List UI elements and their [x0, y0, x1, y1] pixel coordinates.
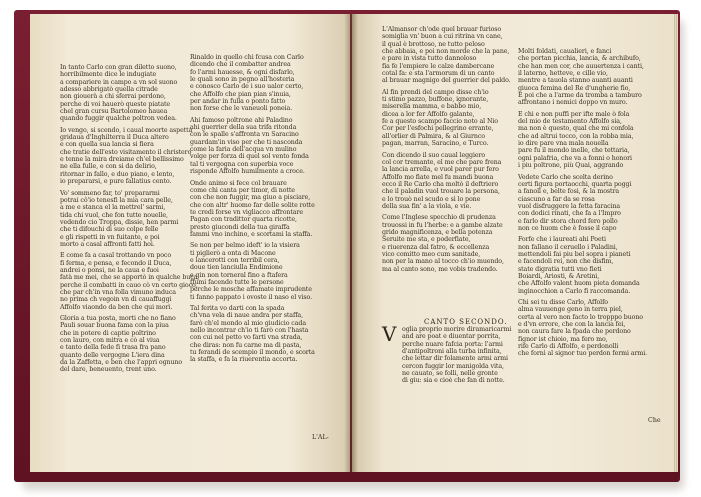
- stanza: [518, 236, 668, 295]
- verse-line: che par ch'in vna folla vimuno induca: [60, 288, 176, 296]
- book-gutter: [344, 14, 358, 472]
- verse-line: ne cauato, se folli, nelle gronte: [402, 370, 498, 378]
- verse-line: Cor per l'esfochi pellegrino errante,: [382, 125, 494, 133]
- verse-line: doue tien lanciulla Endimione: [190, 264, 283, 272]
- stanza: [518, 174, 668, 233]
- stanza: [382, 214, 527, 273]
- verse-line: e pare in vista tutto dannoloso: [382, 55, 477, 63]
- stanza: [190, 180, 340, 239]
- verse-line: le quali sono in pegno all'hosteria: [190, 76, 295, 84]
- left-page-column-1: [60, 64, 200, 378]
- right-page-column-1: [382, 26, 527, 277]
- verse-line: somiglia vn' buon a cui ritrina vn cane,: [382, 33, 503, 41]
- verse-line: non fallano il ceruello i Paladini,: [518, 243, 618, 251]
- verse-line: risponde Affolfo humilmente a croce.: [190, 168, 305, 176]
- verse-line: con le spalle s'affronta vn Saracino: [190, 131, 299, 139]
- verse-line: Boiardi, Ariosti, & Aretini,: [518, 272, 600, 280]
- verse-line: perche nuare fafcia porta: l'armi: [402, 340, 503, 348]
- verse-line: col cor tremante, el me che pare frena: [382, 158, 502, 166]
- verse-line: del mio de testamento Affolfo sia,: [518, 118, 622, 126]
- verse-line: fe a questo scampo faccio noto al Nio: [382, 118, 498, 126]
- verse-line: Ahi famoso poltrone ahi Paladino: [190, 116, 293, 124]
- verse-line: chel gran cursu Bartolomeo hauea: [60, 108, 168, 116]
- verse-line: mentre a tauola stanno auanti auanti: [518, 77, 633, 85]
- verse-line: andrei o ponsi, ne la caua e fuoi: [60, 266, 159, 274]
- verse-line: la lancia arrella, e vuol parer pur fero: [382, 166, 499, 174]
- verse-line: Pauli souar buona fama con la piua: [60, 322, 169, 330]
- verse-line: che Affolfo valent huom pieta domanda: [518, 280, 640, 288]
- verse-line: che in potere di captie poltrino: [60, 329, 156, 337]
- verse-line: che il paladin vuol trouare la persona,: [382, 188, 500, 196]
- verse-line: tida chi vuol, che fon tutte nouelle,: [60, 211, 168, 219]
- verse-line: che lettar dir folamente armi armi: [402, 355, 508, 363]
- verse-line: Affolfo mo fiate mel fu mandi buona: [382, 173, 494, 181]
- verse-line: non per la mano al tocco ch'io muendo,: [382, 258, 504, 266]
- verse-line: con dodici rinati, che fa a l'Impro: [518, 210, 621, 218]
- verse-line: Con dicendo il suo caual leggiero: [382, 151, 486, 159]
- verse-line: potrai cô'io tenesfi la mia cara pelle,: [60, 196, 173, 204]
- verse-line: oglia proprio morire diramaricarmi: [402, 326, 512, 333]
- left-page: [30, 14, 350, 472]
- verse-line: perche di voi hauerò queste piatate: [60, 100, 171, 108]
- verse-line: la staffa, e fa la riuerentia accorta.: [190, 356, 298, 364]
- verse-line: alma vauuenge geno in terra piel,: [518, 306, 623, 314]
- verse-line: In tanto Carlo con gran diletto suono,: [60, 64, 177, 71]
- right-page-column-1-canto-stanza: [402, 326, 527, 385]
- left-page-catchword: L'AL-: [312, 434, 329, 441]
- drop-cap: V: [382, 322, 397, 346]
- right-page: [352, 14, 674, 472]
- verse-line: Tal ferita vo darti con la spada: [190, 305, 285, 312]
- verse-line: Gloria a tua posta, morti che no fiano: [60, 315, 176, 322]
- verse-line: e tenne la mira dreiame ch'el bellissimo: [60, 156, 184, 164]
- verse-line: che con altr' huomo far delle solite rotte: [190, 201, 315, 209]
- verse-line: Affolfo viaondo da ben che qui morì.: [60, 303, 173, 311]
- verse-line: cotal fa: e sta l'armorum di un canto: [382, 70, 495, 78]
- verse-line: di giu: sia e cioè che fan di notte.: [402, 377, 505, 385]
- verse-line: ma non è questo, qual che mi confola: [518, 125, 634, 133]
- stanza: [190, 117, 340, 176]
- canto-heading: CANTO SECONDO.: [424, 318, 508, 326]
- verse-line: e facendoli rei, non che disfim,: [518, 258, 614, 266]
- verse-line: fatà me mei, che se apportò in qualche buca,: [60, 274, 200, 282]
- verse-line: Seruite me sta, e poderfiate,: [382, 236, 471, 244]
- verse-line: del dare, beneuento, trent uno.: [60, 366, 157, 374]
- verse-line: fi ferma, e pensa, e fecondo il Duca,: [60, 259, 172, 267]
- verse-line: ogni palafria, che va a fonni o honori: [518, 154, 632, 162]
- verse-line: Vo' sommeno far, to' prepararmi: [60, 189, 160, 197]
- verse-line: e farlo dir stora chord fero pollo: [518, 217, 618, 225]
- verse-line: a me e stanca el la mettrel' sarmi,: [60, 204, 166, 212]
- verse-line: e lancerotti con terribil cera,: [190, 256, 280, 264]
- stanza: [382, 26, 527, 85]
- verse-line: ti fanno pappato i ovoste il naso el viso.: [190, 293, 312, 301]
- verse-line: con cui nel petto vo farti vna strada,: [190, 334, 303, 342]
- verse-line: E poi che a l'arme da tromba a tamburo: [518, 92, 642, 100]
- verse-line: e riuerenza dal fatro, & eccellenza: [382, 243, 490, 251]
- verse-line: vedendo cio Troppa, dissie, hen parmi: [60, 218, 179, 226]
- verse-line: presto giucondi della tua giraffa: [190, 223, 290, 231]
- verse-line: fammi vno inchino, e scortami la staffa.: [190, 230, 313, 238]
- verse-line: certa al vero non facto lo tropppo buono: [518, 313, 643, 321]
- verse-line: cercon fuggir lor manigolda vita,: [402, 362, 504, 370]
- verse-line: quanto delle vergogne L'iera dina: [60, 351, 165, 359]
- stanza: [518, 299, 668, 358]
- verse-line: nello incontrar ch'io ti farò con l'hasta: [190, 327, 309, 335]
- verse-line: ch'vna vela di naue andra per staffa,: [190, 312, 303, 320]
- verse-line: Chi sei tu disse Carlo, Affolfo: [518, 299, 609, 306]
- stanza: [60, 252, 200, 311]
- verse-line: grido magnificenza, e bella potenza: [382, 228, 493, 236]
- verse-line: che fornì al signor tuo perdon fermi armi.: [518, 350, 648, 358]
- verse-line: gridaua d'Inghilterra il Duca altero: [60, 134, 169, 142]
- verse-line: ti stimo pazzo, buffone, ignorante,: [382, 96, 489, 104]
- verse-line: e gin non torneral fino a ftafera: [190, 271, 288, 279]
- verse-line: e lo trouò nel scudo e sì lo pone: [382, 195, 481, 203]
- verse-line: state digratia tutti vno fieti: [518, 265, 602, 273]
- verse-line: io dire pare vna mala nouella: [518, 140, 609, 148]
- verse-line: fia fe l'empiere le calze dambercane: [382, 62, 495, 70]
- verse-line: L'Almansor ch'ode quel brauar furioso: [382, 26, 502, 33]
- verse-line: perche le mosche affamate imprudente: [190, 286, 312, 294]
- verse-line: a compariere in campo a vn sol suono: [60, 78, 178, 86]
- verse-line: morto a casal affronti fatti hoi.: [60, 240, 155, 248]
- verse-line: come la faria dell'acqua vn mulino: [190, 146, 297, 154]
- verse-line: ciascuno a far da se rosa: [518, 195, 595, 203]
- verse-line: che abbaia, e poi non morde che la pane,: [382, 48, 510, 56]
- verse-line: inginocchion a Carlo fi raccomanda.: [518, 287, 631, 295]
- verse-line: miserella mamma, e babbo mio,: [382, 103, 482, 111]
- verse-line: d'antipoltroni alla turba infinita,: [402, 348, 502, 356]
- verse-line: ne ella fulle, e con si da delirio,: [60, 163, 157, 171]
- verse-line: perche il combatti in cauo cò vn certo gioco,: [60, 281, 198, 289]
- verse-line: Molti foldati, caualieri, e fanci: [518, 48, 612, 55]
- verse-line: volge per forza di quel sol vento fonda: [190, 153, 309, 161]
- verse-line: affrontano i nemici doppo vn muro.: [518, 99, 628, 107]
- verse-line: non giouerà a chi sferrai perdono,: [60, 93, 166, 101]
- verse-line: vuol disfruggere la fetta faracina: [518, 202, 621, 210]
- stanza: [382, 152, 527, 211]
- stanza: [190, 305, 340, 364]
- verse-line: giuoca femina del Re d'ungherie fio,: [518, 84, 631, 92]
- verse-line: all'orlier di Palmira, & al Giurnco: [382, 132, 485, 140]
- verse-line: vico comitto meo cum sanitade,: [382, 250, 481, 258]
- stanza: [60, 315, 200, 374]
- verse-line: e con quella sua lancia si fiera: [60, 141, 154, 149]
- verse-line: con lauro, con mitra e cò al viua: [60, 337, 160, 345]
- verse-line: non caura fare la fpada che perdono: [518, 328, 631, 336]
- verse-line: ffumi facendo tutte le persone: [190, 278, 284, 286]
- verse-line: fignor ist chioio, ma fero mo,: [518, 335, 608, 343]
- verse-line: E chi e non puffi per ifte male ò fola: [518, 110, 630, 118]
- verse-line: ma al canto sono, me vobis tradendo.: [382, 265, 498, 273]
- verse-line: che diras: non fu carne ma di pasta,: [190, 341, 302, 349]
- right-page-catchword: Che: [648, 417, 661, 424]
- verse-line: Io vengo, si scendo, i caual moorte aspetta: [60, 126, 193, 134]
- verse-line: che ti difouchi di suo colpe felle: [60, 226, 159, 234]
- verse-line: che portan picchia, lancia, & archibufo,: [518, 55, 641, 63]
- verse-line: e d'vn errore, che con la lancia fei,: [518, 321, 626, 329]
- verse-line: al brauar magnigo del guerrier del paldo.: [382, 77, 511, 85]
- verse-line: della sua fin' a la viola, e vie.: [382, 202, 472, 210]
- verse-line: guardam'in viso per che ti nasconda: [190, 138, 303, 146]
- verse-line: adesso abbrigatò quella citrade: [60, 86, 158, 94]
- verse-line: no prima ch vegoin vn di cauaffuggi: [60, 296, 172, 304]
- stanza: [60, 127, 200, 186]
- verse-line: io prepararsi, e pure fallatius cento.: [60, 178, 172, 186]
- stanza: [190, 242, 340, 301]
- stanza: [60, 190, 200, 249]
- verse-line: che tratie dell'esto visitamento il christero: [60, 148, 192, 156]
- verse-line: Onde animo si fece col brauare: [190, 179, 287, 187]
- verse-line: pagan, marran, Saracino, e Turco.: [382, 140, 489, 148]
- verse-line: che Affolfo che pian pian s'inuia,: [190, 90, 291, 98]
- stanza: [518, 111, 668, 170]
- verse-line: farò ch'el mondo al mio giudicio cada: [190, 319, 306, 327]
- verse-line: come chi canta per timor, di notte: [190, 186, 295, 194]
- verse-line: non ce huom che è fosse il capo: [518, 224, 617, 232]
- verse-line: per andar in fulla o ponto fatto: [190, 98, 286, 106]
- verse-line: pare fu il mondo inelle, che tettaria,: [518, 147, 630, 155]
- verse-line: dicea a lor fer Affolfo galante,: [382, 110, 475, 118]
- verse-line: che han men cor, che auuertenza i canti,: [518, 62, 644, 70]
- verse-line: e tanto della fede fi trasa fra pano: [60, 344, 166, 352]
- verse-line: Come l'Inglese specchio di prudenza: [382, 214, 496, 222]
- verse-line: te credi forse vn vigliacco affrontare: [190, 208, 303, 216]
- verse-line: non forse che le vaneuoli poneia.: [190, 105, 293, 113]
- verse-line: horribilmente dice le indugiate: [60, 71, 157, 79]
- verse-line: rife Carlo di Affolfo, e perdonolli: [518, 343, 619, 351]
- verse-line: dicendo che il combatter andrea: [190, 61, 291, 69]
- verse-line: tal ti vergogna con superbia voce: [190, 160, 294, 168]
- verse-line: fo l'armi hauesse, & ogni disfarlo,: [190, 68, 295, 76]
- verse-line: Rinaldo in quello chi fcusa con Carlo: [190, 54, 304, 61]
- verse-line: E come fa a casal trottando vn poco: [60, 252, 172, 260]
- verse-line: a fanoll e, belte fosi, & la mostra: [518, 188, 620, 196]
- verse-line: da la Zaffetta, e ben che l'appri ognuno: [60, 359, 183, 367]
- stanza: [60, 64, 200, 123]
- stanza: [190, 54, 340, 113]
- verse-line: Pagan con tradittor quarta ricotte,: [190, 216, 297, 224]
- verse-line: il qual è brottoso, ne tutto peloso: [382, 40, 485, 48]
- verse-line: Forfe che i laureati ahi Poeti: [518, 236, 606, 244]
- verse-line: mettendoli fai piu bel sopra i pianeti: [518, 250, 631, 258]
- verse-line: con che non fuggir, ma giuo a pisciare,: [190, 194, 311, 202]
- verse-line: e gli rispetti in vn fuitante, e poi: [60, 233, 160, 241]
- stanza: [382, 89, 527, 148]
- left-page-column-2: [190, 54, 340, 368]
- verse-line: i piu poltrone, più Quai, aggrando: [518, 162, 624, 170]
- verse-line: Al fin prendi del campo disse ch'io: [382, 88, 489, 96]
- verse-line: certi figura portaocchi, quarta poggi: [518, 180, 632, 188]
- verse-line: Se non per belmo ideft' io la visiera: [190, 242, 300, 250]
- verse-line: ahi guerrier della sua trifa ritonda: [190, 124, 297, 132]
- verse-line: Vedete Carlo che scelta derino: [518, 173, 613, 181]
- verse-line: e conosco Carlo de i suo ualor certo,: [190, 83, 304, 91]
- verse-line: trouossi in fu l'herbe: e a gambe alzate: [382, 221, 503, 229]
- verse-line: il laterno, hetteve, e cille vio,: [518, 70, 608, 78]
- verse-line: che ad altrui tocco, con la robba mia,: [518, 132, 634, 140]
- verse-line: ritornar in fallo, e duo piano, e lento,: [60, 170, 175, 178]
- verse-line: ti piglierò a onta di Macone: [190, 249, 276, 257]
- stanza: [518, 48, 668, 107]
- right-page-column-2: [518, 48, 668, 362]
- verse-line: tu ferandi de scempio il mondo, e scorta: [190, 349, 315, 357]
- verse-line: ecco il Re Carlo cha moltò il deftriero: [382, 180, 499, 188]
- verse-line: quando fuggir qualche poltron vedea.: [60, 115, 177, 123]
- verse-line: and are poat e diuentar porrita,: [402, 333, 501, 341]
